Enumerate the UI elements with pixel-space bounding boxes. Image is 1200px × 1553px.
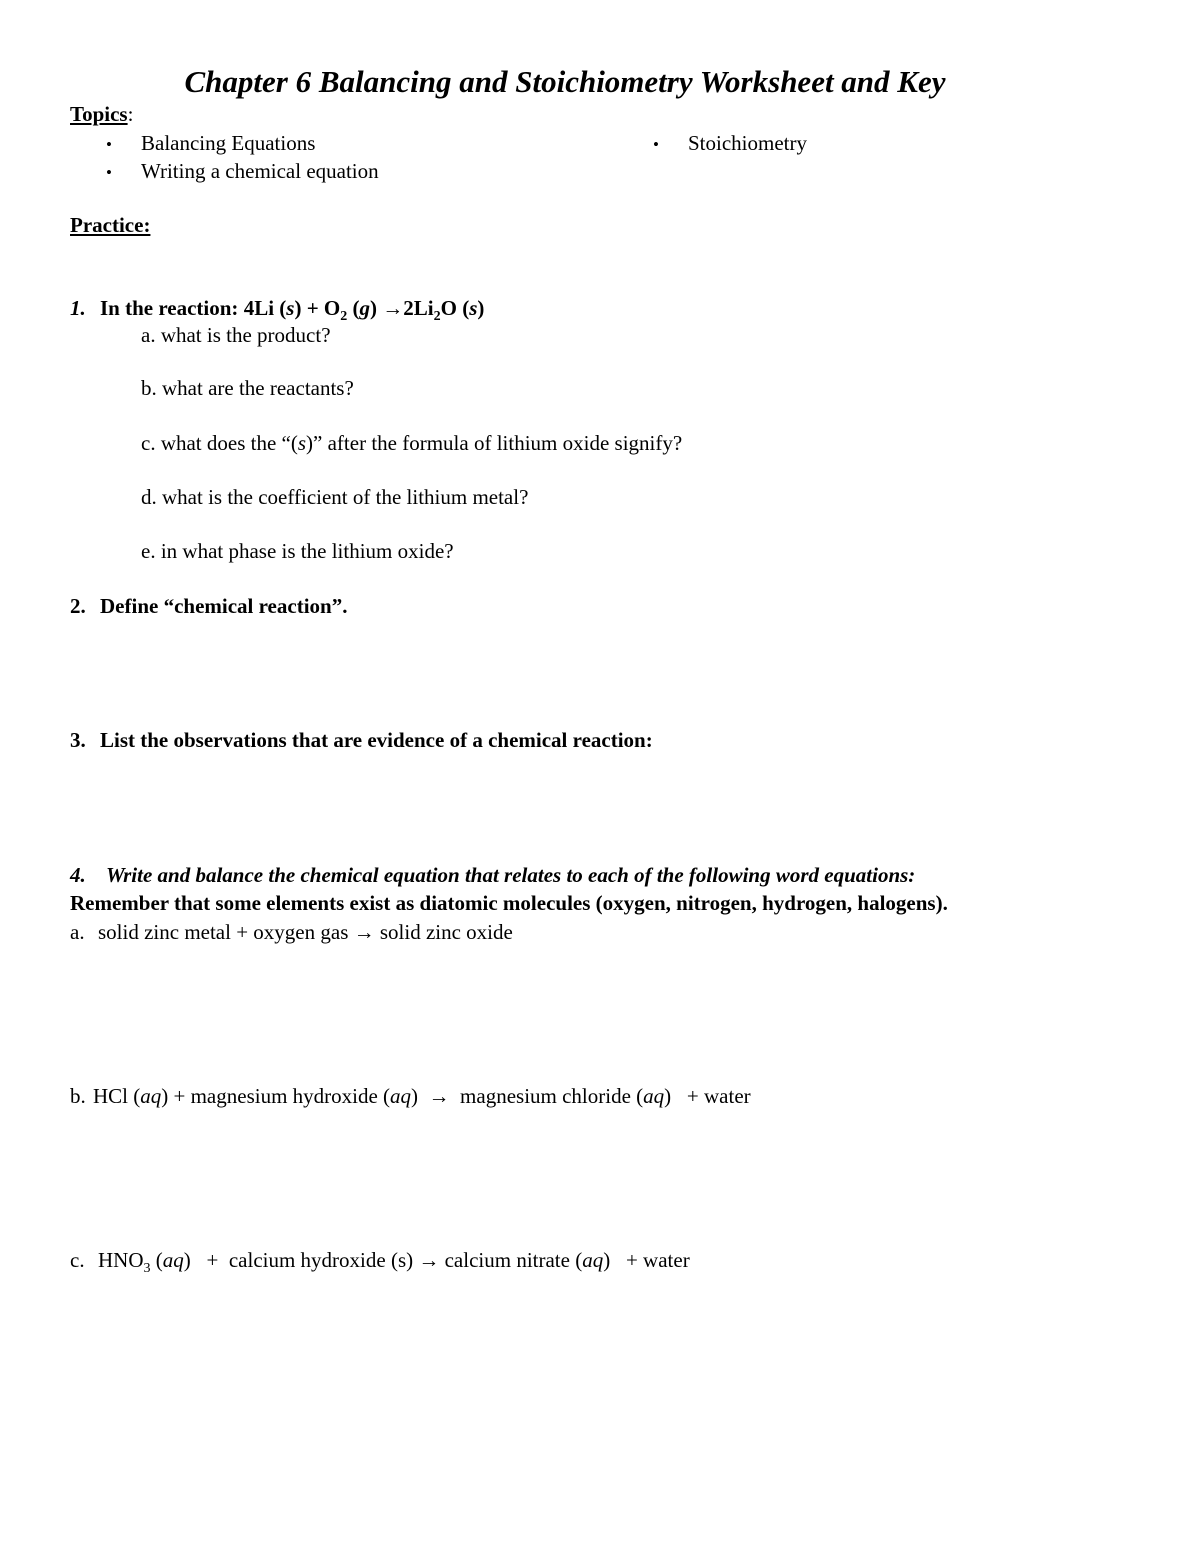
topic-item: • Balancing Equations bbox=[106, 131, 316, 155]
q4-part-a: a. solid zinc metal + oxygen gas → solid zinc oxide bbox=[70, 920, 513, 944]
question-number: 1. bbox=[70, 296, 86, 320]
topics-label: Topics: bbox=[70, 102, 134, 126]
topic-item: • Writing a chemical equation bbox=[106, 159, 379, 183]
q1-part-b: b. what are the reactants? bbox=[141, 376, 354, 400]
page-title: Chapter 6 Balancing and Stoichiometry Worksheet and Key bbox=[184, 64, 946, 99]
q1-part-c: c. what does the “(s)” after the formula of lithium oxide signify? bbox=[141, 431, 683, 455]
bullet-icon: • bbox=[106, 163, 112, 182]
practice-heading: Practice: bbox=[70, 213, 151, 237]
question-3: 3. List the observations that are evidence of a chemical reaction: bbox=[70, 728, 653, 752]
q1-part-a: a. what is the product? bbox=[141, 323, 331, 347]
bullet-icon: • bbox=[653, 135, 659, 154]
topics-heading: Topics bbox=[70, 102, 128, 126]
question-number: 2. bbox=[70, 594, 86, 618]
question-number: 3. bbox=[70, 728, 86, 752]
question-number: 4. bbox=[70, 863, 86, 887]
arrow-icon: → bbox=[382, 296, 404, 320]
topic-item: • Stoichiometry bbox=[653, 131, 807, 155]
question-1: 1. In the reaction: 4Li $(s) + O_2$ $(g) \to 2Li_2O$ (s) bbox=[70, 296, 485, 325]
q4-reminder: Remember that some elements exist as diatomic molecules (oxygen, nitrogen, hydrogen, halogens). bbox=[70, 891, 948, 915]
question-4: 4. Write and balance the chemical equation that relates to each of the following word equations: bbox=[70, 863, 916, 887]
q1-part-d: d. what is the coefficient of the lithium metal? bbox=[141, 485, 529, 509]
q1-part-e: e. in what phase is the lithium oxide? bbox=[141, 539, 454, 563]
question-2: 2. Define “chemical reaction”. bbox=[70, 594, 348, 618]
q4-part-c: c. $HNO_3$ (aq) + calcium hydroxide (s) → calcium nitrate (aq) + water bbox=[70, 1248, 690, 1277]
reaction-equation: 4Li $(s) + O_2$ $(g) \to 2Li_2O$ (s) bbox=[243, 296, 485, 325]
bullet-icon: • bbox=[106, 135, 112, 154]
q4-part-b: b. HCl (aq) + magnesium hydroxide (aq) → magnesium chloride (aq) + water bbox=[70, 1084, 751, 1108]
